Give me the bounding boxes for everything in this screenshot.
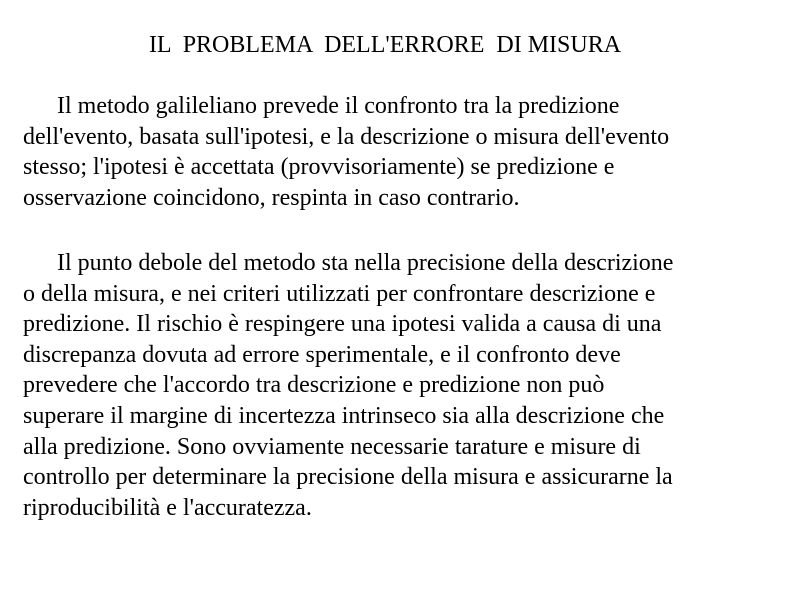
paragraph-line: Il punto debole del metodo sta nella precisione della descrizione — [57, 250, 674, 276]
paragraph-line: osservazione coincidono, respinta in caso contrario. — [23, 184, 520, 211]
paragraph-line: predizione. Il rischio è respingere una ipotesi valida a causa di una — [23, 311, 662, 338]
paragraph-line: o della misura, e nei criteri utilizzati per confrontare descrizione e — [23, 280, 656, 307]
paragraph-line: dell'evento, basata sull'ipotesi, e la descrizione o misura dell'evento — [23, 123, 670, 150]
paragraph-line: riproducibilità e l'accuratezza. — [23, 494, 312, 521]
paragraph-line: discrepanza dovuta ad errore sperimentale, e il confronto deve — [23, 341, 621, 368]
page-title: IL PROBLEMA DELL'ERRORE DI MISURA — [148, 32, 622, 58]
paragraph-line: alla predizione. Sono ovviamente necessarie tarature e misure di — [23, 433, 641, 460]
paragraph-line: stesso; l'ipotesi è accettata (provvisoriamente) se predizione e — [23, 154, 615, 181]
paragraph-line: controllo per determinare la precisione della misura e assicurarne la — [23, 464, 673, 491]
paragraph-line: superare il margine di incertezza intrinseco sia alla descrizione che — [23, 402, 665, 429]
paragraph-line: Il metodo galileliano prevede il confronto tra la predizione — [57, 93, 620, 119]
paragraph-weak-point — [23, 248, 773, 523]
paragraph-line: prevedere che l'accordo tra descrizione e predizione non può — [23, 372, 605, 399]
paragraph-galilean-method — [23, 91, 773, 213]
